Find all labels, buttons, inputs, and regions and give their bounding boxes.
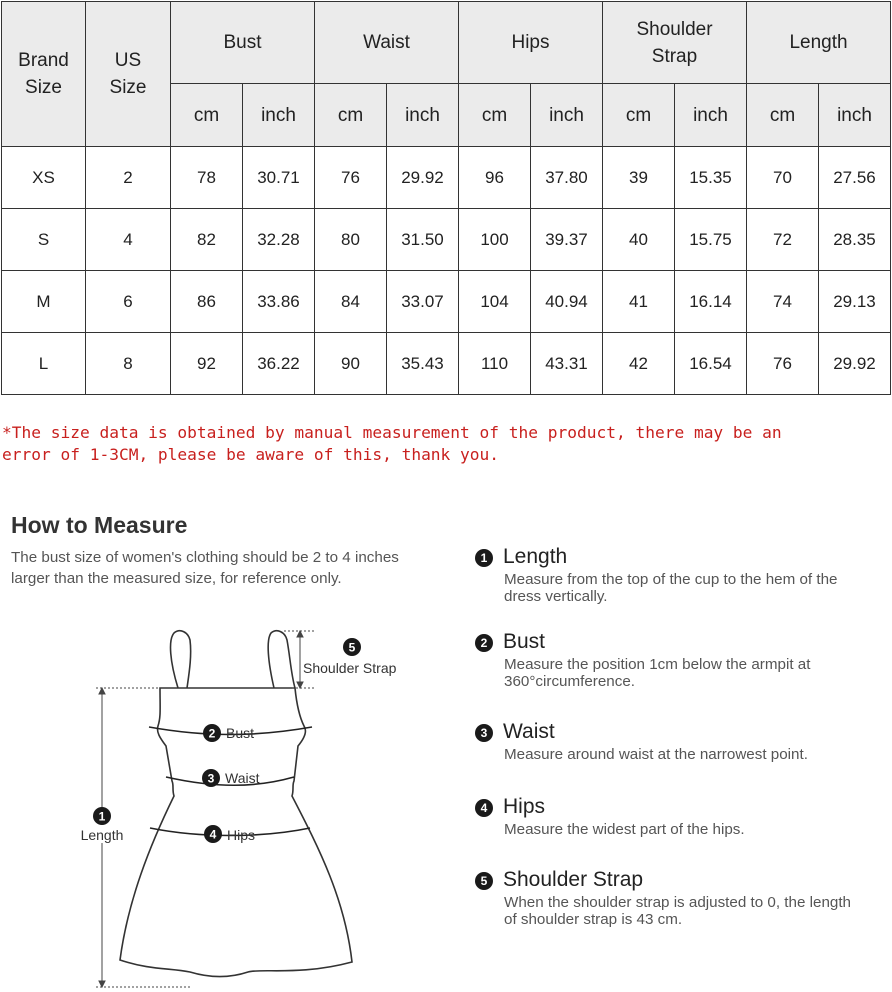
number-badge-icon: 2 [475,634,493,652]
desc-line: dress vertically. [504,588,608,605]
measurement-cell: 82 [171,209,243,271]
measurement-cell: 72 [747,209,819,271]
instruction-description [504,821,892,838]
measurement-cell: 84 [315,271,387,333]
instruction-title: Shoulder Strap [503,868,644,891]
brand-size-cell: XS [2,147,86,209]
subtitle-line-1: The bust size of women's clothing should be 2 to 4 inches [11,549,399,566]
unit-header: cm [315,84,387,147]
measurement-cell: 42 [603,333,675,395]
measurement-cell: 29.13 [819,271,891,333]
us-size-cell: 4 [86,209,171,271]
unit-header: inch [675,84,747,147]
instruction-title: Length [503,545,568,568]
measurement-cell: 32.28 [243,209,315,271]
measurement-cell: 30.71 [243,147,315,209]
instruction-title: Waist [503,720,555,743]
measurement-cell: 92 [171,333,243,395]
instruction-description [504,746,892,763]
desc-line: Measure the position 1cm below the armpit at [504,656,811,673]
diagram-num-1: 1 [98,809,106,824]
note-line-2: error of 1-3CM, please be aware of this, thank you. [2,445,500,464]
table-row [2,333,891,395]
brand-size-cell: M [2,271,86,333]
note-line-1: *The size data is obtained by manual measurement of the product, there may be an [2,423,782,442]
measurement-cell: 100 [459,209,531,271]
measurement-cell: 78 [171,147,243,209]
measurement-cell: 76 [315,147,387,209]
measurement-cell: 86 [171,271,243,333]
us-size-cell: 6 [86,271,171,333]
measurement-cell: 40 [603,209,675,271]
how-to-measure-title: How to Measure [11,512,188,538]
unit-header: cm [459,84,531,147]
brand-size-cell: L [2,333,86,395]
measurement-cell: 96 [459,147,531,209]
header-brand-size: Brand Size [2,2,86,147]
unit-header: inch [387,84,459,147]
diagram-num-3: 3 [207,771,215,786]
unit-header: inch [243,84,315,147]
unit-header: cm [603,84,675,147]
header-bust: Bust [171,2,315,84]
number-badge-icon: 3 [475,724,493,742]
number-badge-icon: 1 [475,549,493,567]
measurement-cell: 29.92 [387,147,459,209]
measurement-note [2,422,882,466]
size-table-body [2,147,891,395]
measurement-cell: 28.35 [819,209,891,271]
table-row [2,271,891,333]
how-to-measure-subtitle [11,547,441,589]
size-chart-table [1,1,891,395]
diagram-label-length: Length [80,827,124,843]
desc-line: When the shoulder strap is adjusted to 0, the length [504,894,851,911]
desc-line: Measure around waist at the narrowest point. [504,746,808,763]
us-size-cell: 8 [86,333,171,395]
desc-line: Measure the widest part of the hips. [504,821,745,838]
diagram-label-waist: Waist [225,770,260,786]
number-badge-icon: 4 [475,799,493,817]
diagram-num-2: 2 [208,726,216,741]
measurement-cell: 27.56 [819,147,891,209]
desc-line: Measure from the top of the cup to the hem of the [504,571,838,588]
measurement-cell: 15.75 [675,209,747,271]
measurement-cell: 33.07 [387,271,459,333]
desc-line: 360°circumference. [504,673,636,690]
instruction-description [504,571,892,605]
measurement-cell: 39 [603,147,675,209]
measurement-cell: 76 [747,333,819,395]
instruction-description [504,894,892,928]
unit-header: cm [747,84,819,147]
instruction-title: Bust [503,630,546,653]
unit-header: inch [531,84,603,147]
measurement-cell: 74 [747,271,819,333]
header-length: Length [747,2,891,84]
diagram-label-shoulder-strap: Shoulder Strap [303,660,397,676]
measurement-cell: 33.86 [243,271,315,333]
instruction-description [504,656,892,690]
us-size-cell: 2 [86,147,171,209]
diagram-label-hips: Hips [227,827,256,843]
measurement-cell: 37.80 [531,147,603,209]
number-badge-icon: 5 [475,872,493,890]
measurement-cell: 29.92 [819,333,891,395]
measurement-cell: 41 [603,271,675,333]
header-us-size: US Size [86,2,171,147]
diagram-num-4: 4 [209,827,217,842]
measurement-cell: 15.35 [675,147,747,209]
header-shoulder-strap: Shoulder Strap [603,2,747,84]
header-hips: Hips [459,2,603,84]
desc-line: of shoulder strap is 43 cm. [504,911,683,928]
measurement-cell: 16.54 [675,333,747,395]
diagram-label-bust: Bust [226,725,255,741]
measurement-cell: 110 [459,333,531,395]
measurement-cell: 40.94 [531,271,603,333]
measurement-cell: 35.43 [387,333,459,395]
table-row [2,209,891,271]
shoulder-straps-illustration [171,631,295,688]
unit-header: inch [819,84,891,147]
measurement-cell: 43.31 [531,333,603,395]
diagram-num-5: 5 [348,640,356,655]
unit-header: cm [171,84,243,147]
subtitle-line-2: larger than the measured size, for reference only. [11,570,342,587]
measurement-cell: 39.37 [531,209,603,271]
dress-diagram [0,600,440,992]
header-waist: Waist [315,2,459,84]
measurement-cell: 36.22 [243,333,315,395]
table-row [2,147,891,209]
measurement-cell: 80 [315,209,387,271]
measurement-cell: 70 [747,147,819,209]
measurement-cell: 31.50 [387,209,459,271]
measurement-cell: 90 [315,333,387,395]
measurement-cell: 104 [459,271,531,333]
measurement-cell: 16.14 [675,271,747,333]
instruction-title: Hips [503,795,546,818]
brand-size-cell: S [2,209,86,271]
